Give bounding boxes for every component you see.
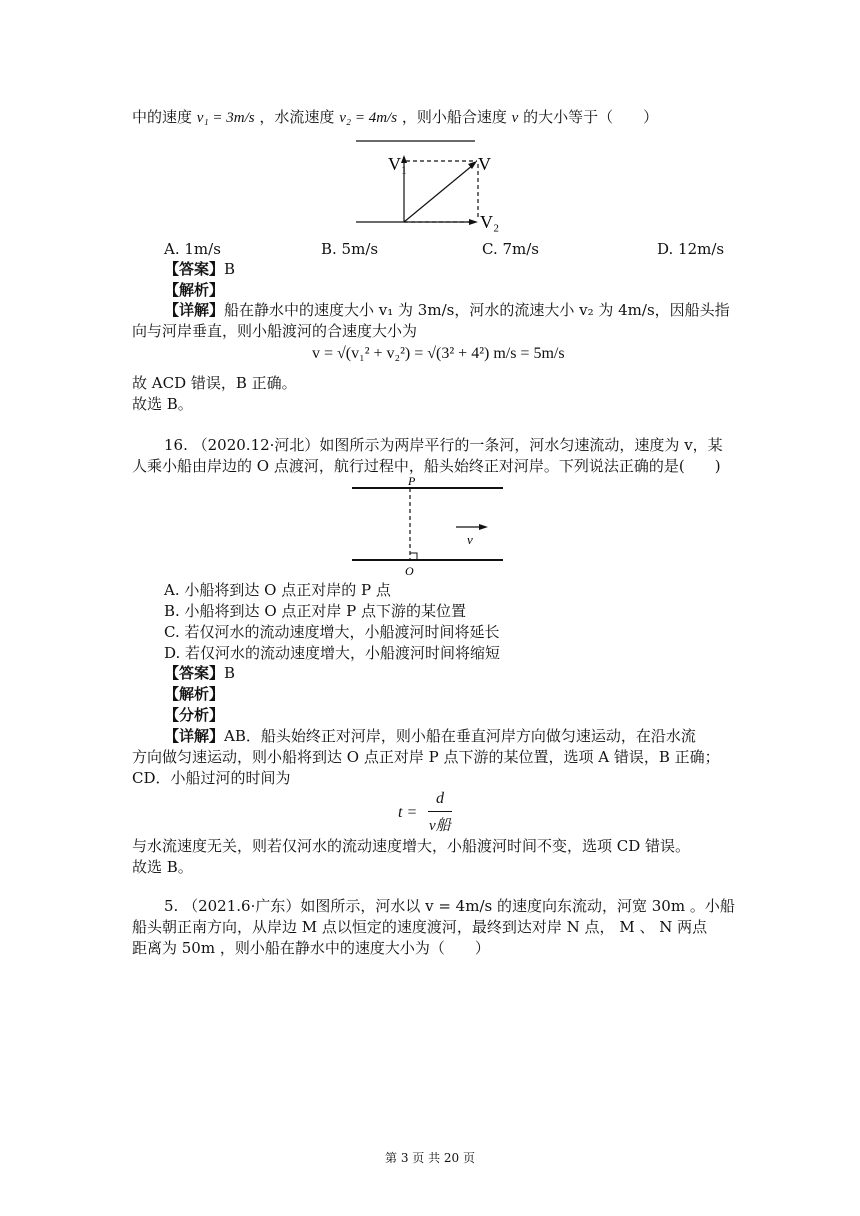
velocity-diagram [350, 134, 510, 234]
q16-formula: t = d v船 [398, 790, 451, 834]
v-label: v [467, 532, 473, 547]
q16-stem-l2: 人乘小船由岸边的 O 点渡河，航行过程中，船头始终正对河岸。下列说法正确的是( ) [132, 457, 721, 475]
q16-option-b: B. 小船将到达 O 点正对岸 P 点下游的某位置 [164, 602, 467, 620]
q16-detail-l2: 方向做匀速运动，则小船将到达 O 点正对岸 P 点下游的某位置，选项 A 错误，B 正确； [132, 748, 720, 766]
q16-stem-l1: 16. （2020.12·河北）如图所示为两岸平行的一条河，河水匀速流动，速度为 v，某 [164, 436, 723, 454]
page-footer: 第 3 页 共 20 页 [385, 1151, 475, 1165]
q15-detail-l1: 【详解】船在静水中的速度大小 v₁ 为 3m/s，河水的流速大小 v₂ 为 4m/s，因船头指 [164, 301, 730, 319]
q16-detail-l3: CD．小船过河的时间为 [132, 769, 291, 787]
q5-l3: 距离为 50m ，则小船在静水中的速度大小为（ ） [132, 939, 490, 957]
q15-formula: v = √(v₁² + v₂²) = √(3² + 4²) m/s = 5m/s [312, 345, 565, 362]
q15-option-a: A. 1m/s [164, 240, 221, 258]
o-label: O [405, 564, 414, 578]
q16-conclusion: 故选 B。 [132, 858, 193, 876]
q16-answer: 【答案】B [164, 664, 236, 682]
q16-fenxi-tag: 【分析】 [164, 706, 225, 724]
q16-option-a: A. 小船将到达 O 点正对岸的 P 点 [164, 581, 391, 599]
q15-analysis-tag: 【解析】 [164, 281, 225, 299]
q16-detail-l4: 与水流速度无关，则若仅河水的流动速度增大，小船渡河时间不变，选项 CD 错误。 [132, 837, 691, 855]
q5-l2: 船头朝正南方向，从岸边 M 点以恒定的速度渡河，最终到达对岸 N 点， M 、 N 两点 [132, 918, 708, 936]
v1-label: V₁ [388, 154, 408, 174]
q15-detail-l2: 向与河岸垂直，则小船渡河的合速度大小为 [132, 322, 418, 340]
q16-option-c: C. 若仅河水的流动速度增大，小船渡河时间将延长 [164, 623, 500, 641]
river-diagram [348, 474, 508, 578]
q15-option-c: C. 7m/s [482, 240, 539, 258]
q16-analysis-tag: 【解析】 [164, 685, 225, 703]
v-label: V [478, 154, 491, 174]
q15-option-b: B. 5m/s [321, 240, 379, 258]
q16-option-d: D. 若仅河水的流动速度增大，小船渡河时间将缩短 [164, 644, 501, 662]
p-label: P [408, 474, 416, 488]
v2-label: V₂ [480, 212, 500, 232]
q15-conclusion-1: 故 ACD 错误，B 正确。 [132, 374, 297, 392]
q15-conclusion-2: 故选 B。 [132, 395, 193, 413]
q15-stem: 中的速度 v₁ = 3m/s ，水流速度 v₂ = 4m/s ，则小船合速度 v 的大小等于（ ） [132, 108, 659, 126]
q5-l1: 5. （2021.6·广东）如图所示，河水以 v = 4m/s 的速度向东流动，河宽 30m 。小船 [164, 897, 735, 915]
q15-answer: 【答案】B [164, 260, 236, 278]
q15-option-d: D. 12m/s [657, 240, 725, 258]
q16-detail-l1: 【详解】AB．船头始终正对河岸，则小船在垂直河岸方向做匀速运动，在沿水流 [164, 727, 696, 745]
